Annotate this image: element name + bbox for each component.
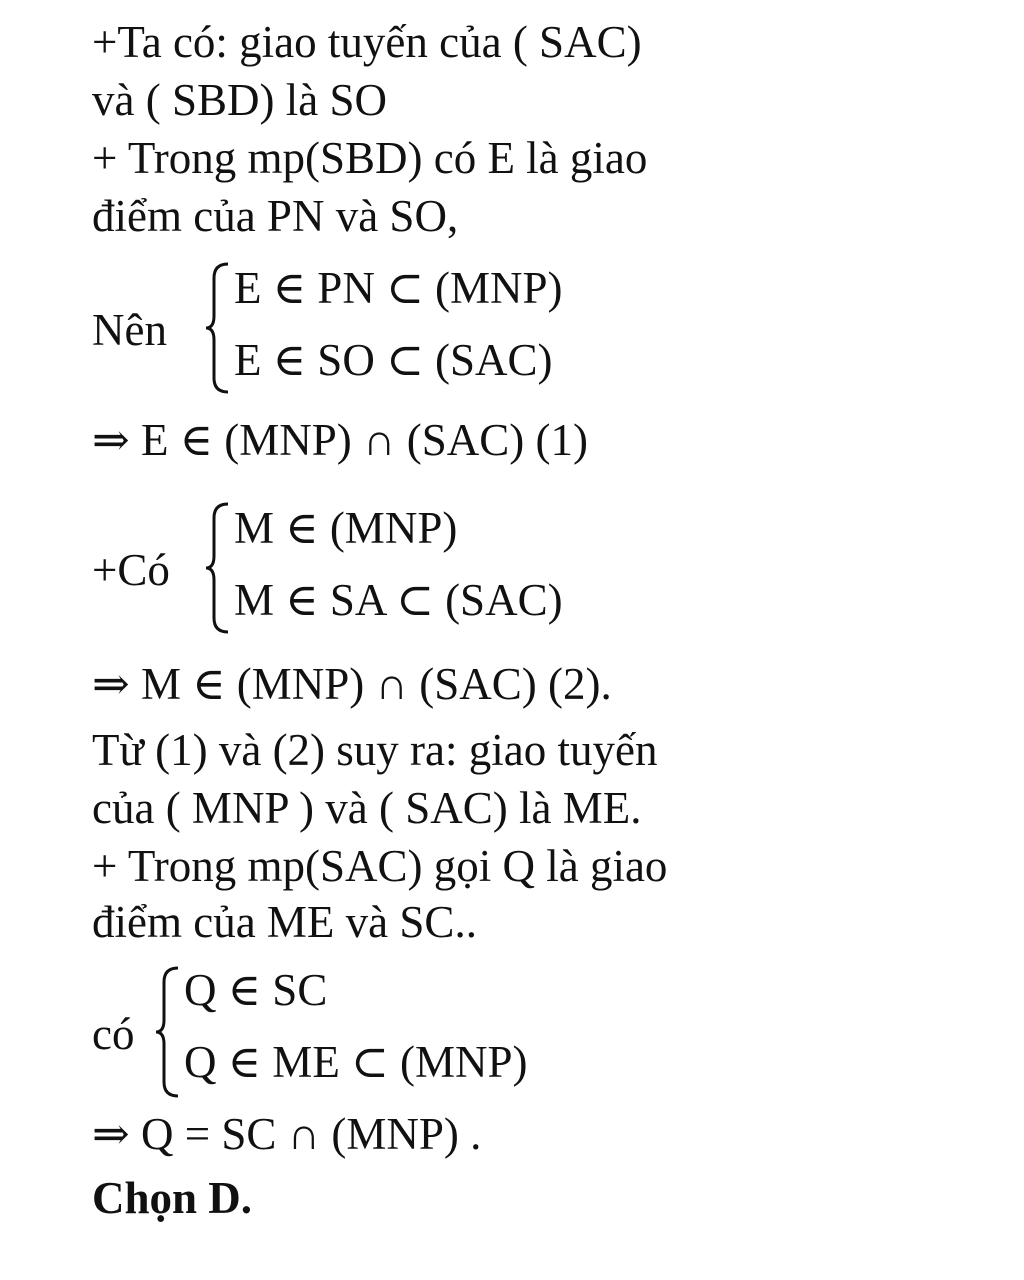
- system-3-row-1: Q ∈ SC: [184, 965, 328, 1015]
- equation-system-3: [92, 962, 792, 1102]
- system-1-label: Nên: [92, 305, 167, 355]
- text-line-5: Từ (1) và (2) suy ra: giao tuyến: [92, 725, 658, 775]
- text-line-1: +Ta có: giao tuyến của ( SAC): [92, 17, 642, 67]
- left-brace-icon: [204, 498, 234, 638]
- text-line-7: + Trong mp(SAC) gọi Q là giao: [92, 841, 668, 891]
- text-line-3: + Trong mp(SBD) có E là giao: [92, 133, 648, 183]
- left-brace-icon: [154, 962, 184, 1102]
- implication-2: ⇒ M ∈ (MNP) ∩ (SAC) (2).: [92, 659, 612, 709]
- system-2-label: +Có: [92, 545, 170, 595]
- implication-3: ⇒ Q = SC ∩ (MNP) .: [92, 1109, 482, 1159]
- text-line-2: và ( SBD) là SO: [92, 75, 387, 125]
- answer-line: Chọn D.: [92, 1173, 253, 1223]
- equation-system-2: [92, 498, 792, 638]
- equation-system-1: [92, 258, 792, 398]
- system-3-row-2: Q ∈ ME ⊂ (MNP): [184, 1037, 528, 1087]
- system-1-row-1: E ∈ PN ⊂ (MNP): [234, 263, 563, 313]
- system-1-row-2: E ∈ SO ⊂ (SAC): [234, 335, 553, 385]
- left-brace-icon: [204, 258, 234, 398]
- system-2-row-1: M ∈ (MNP): [234, 503, 458, 553]
- system-2-row-2: M ∈ SA ⊂ (SAC): [234, 575, 563, 625]
- implication-1: ⇒ E ∈ (MNP) ∩ (SAC) (1): [92, 415, 588, 465]
- text-line-4: điểm của PN và SO,: [92, 191, 459, 241]
- system-3-label: có: [92, 1009, 135, 1059]
- text-line-6: của ( MNP ) và ( SAC) là ME.: [92, 783, 642, 833]
- text-line-8: điểm của ME và SC..: [92, 897, 477, 947]
